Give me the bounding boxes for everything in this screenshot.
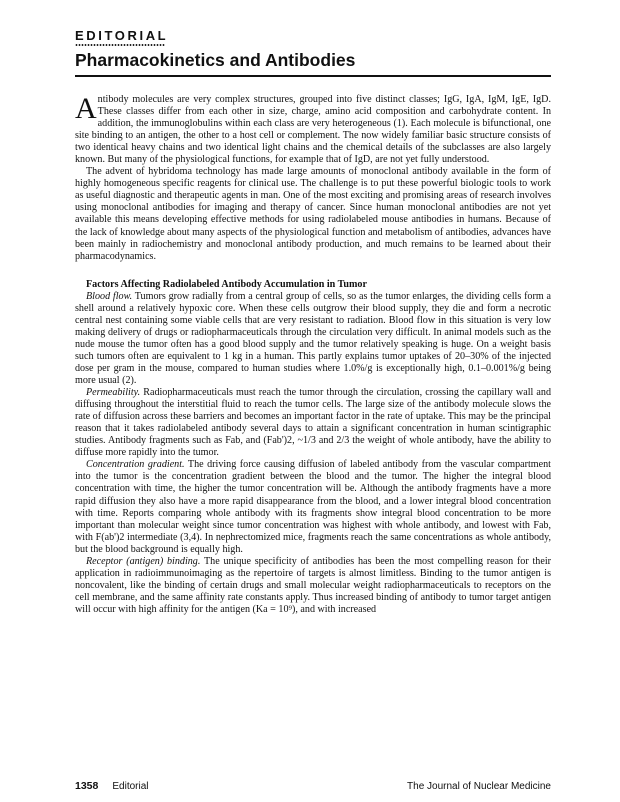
runin-permeability: Permeability.: [86, 387, 141, 399]
section-label-dotted-rule: [75, 44, 165, 46]
paragraph-blood-flow-text: Tumors grow radially from a central group of cells, so as the tumor enlarges, the dividing cells form a shell around a relatively hypoxic core. When these cells outgrow their blood supply, they die and form a necrotic central nest containing some viable cells that are very resistant to radiation. Blood flow in this situation is very low making delivery of drugs or radiopharmaceuticals through the circulation very difficult. In animal models such as the nude mouse the tumor often has a good blood supply and the tumor relatively speaking is huge. On a weight basis such tumors often are equivalent to 1 kg in a human. This partly explains tumor uptakes of 20–30% of the injected dose per gram in the mouse, compared to human studies where 1.0%/g is exceptionally high, 0.1–0.001%/g being more usual (2).: [75, 290, 551, 387]
paragraph-receptor-binding-text: The unique specificity of antibodies has been the most compelling reason for their application in radioimmunoimaging as the repertoire of targets is almost limitless. Binding to the tumor antigen is noncovalent, like the binding of certain drugs and small molecular weight radiopharmaceuticals to receptors on the cell membrane, and the same affinity rate constants apply. Thus increased binding of antibody to tumor target antigen will occur with high affinity for the antigen (Ka = 10⁹), and with increased: [75, 555, 551, 615]
runin-receptor-binding: Receptor (antigen) binding.: [86, 555, 201, 567]
title-rule: [75, 75, 551, 77]
intro-paragraph-1-text: ntibody molecules are very complex structures, grouped into five distinct classes; IgG, IgA, IgM, IgE, IgD. These classes differ from each other in size, charge, amino acid composition and carbohydrate content. In addition, the immunoglobulins within each class are very heterogeneous (1). Each molecule is bifunctional, one site binding to an antigen, the other to a host cell or complement. The now widely familiar basic structure consists of two identical heavy chains and two identical light chains and the chemical details of the subclasses are also largely known. But many of the physiological functions, for example that of IgD, are not yet fully understood.: [75, 94, 551, 166]
drop-cap: A: [75, 92, 97, 125]
journal-name: The Journal of Nuclear Medicine: [407, 781, 551, 792]
paragraph-concentration-gradient-text: The driving force causing diffusion of labeled antibody from the vascular compartment into the tumor is the concentration gradient between the blood and the tumor. The higher the integral blood concentration with time, the higher the tumor concentration will be. Although the antibody fragments have a more rapid diffusion they also have a more rapid disappearance from the blood, and a lower integral blood concentration with time. Reports comparing whole antibody with its fragments show integral blood concentration to be more important than molecular weight since tumor concentration was highest with whole antibody, and lowest with Fab, with F(ab')2 intermediate (3,4). In nephrectomized mice, fragments reach the same concentrations as whole antibody, but the blood background is equally high.: [75, 459, 551, 555]
section-label: EDITORIAL: [75, 28, 169, 43]
section-spacer: [75, 263, 551, 279]
article-title: Pharmacokinetics and Antibodies: [75, 50, 356, 70]
paragraph-permeability: [75, 387, 551, 459]
runin-concentration-gradient: Concentration gradient.: [86, 459, 185, 471]
section-heading: Factors Affecting Radiolabeled Antibody Accumulation in Tumor: [86, 278, 367, 290]
intro-paragraph-1: [75, 94, 551, 166]
page-footer: [75, 780, 551, 792]
paragraph-blood-flow: [75, 291, 551, 387]
page-number: 1358: [75, 780, 99, 792]
paragraph-receptor-binding: [75, 556, 551, 616]
paragraph-permeability-text: Radiopharmaceuticals must reach the tumor through the circulation, crossing the capillary wall and diffusing throughout the interstitial fluid to reach the tumor cells. The large size of the antibody molecule slows the rate of diffusion across these barriers and becomes an important factor in the rate of uptake. This may be the principal reason that it takes radiolabeled antibody several days to attain a significant concentration in human scintigraphic studies. Antibody fragments such as Fab, and (Fab')2, ~1/3 and 2/3 the weight of whole antibody, have the ability to diffuse more rapidly into the tumor.: [75, 387, 551, 459]
footer-section: Editorial: [112, 781, 149, 792]
article-body: [75, 94, 551, 616]
paragraph-concentration-gradient: [75, 459, 551, 555]
runin-blood-flow: Blood flow.: [86, 290, 133, 302]
intro-paragraph-2: The advent of hybridoma technology has made large amounts of monoclonal antibody available in the form of highly homogeneous specific reagents for clinical use. The challenge is to put these powerful biologic tools to work as useful diagnostic and therapeutic agents in man. One of the most exciting and promising areas of research involves using monoclonal antibodies for imaging and therapy of cancer. Since human monoclonal antibodies are not yet available this means developing effective methods for using radiolabeled mouse antibodies in humans. Because of the lack of knowledge about many aspects of the physiological function and metabolism of antibodies, advances have been mainly in radiochemistry and monoclonal antibody production, and much remains to be learned about their pharmacodynamics.: [75, 166, 551, 262]
